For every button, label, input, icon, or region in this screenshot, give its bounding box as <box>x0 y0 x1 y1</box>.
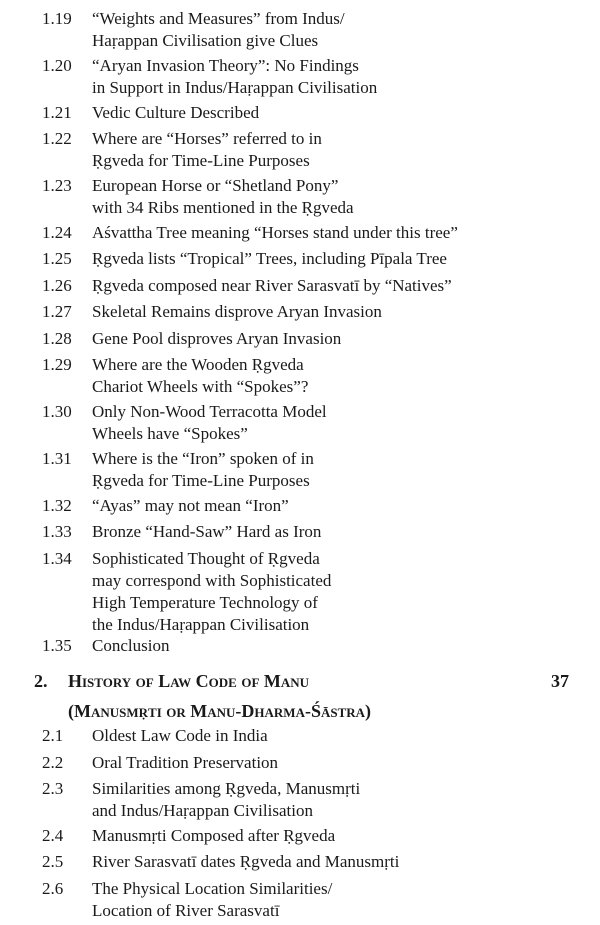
entry-title <box>92 851 562 873</box>
entry-title-line: River Sarasvatī dates Ṛgveda and Manusmṛti <box>92 852 400 872</box>
entry-title-line: Ṛgveda composed near River Sarasvatī by “Natives” <box>92 275 452 295</box>
entry-title-line: High Temperature Technology of <box>92 592 318 612</box>
entry-title-line: Haṛappan Civilisation give Clues <box>92 31 319 50</box>
entry-number: 1.20 <box>42 55 72 75</box>
entry-title-line: “Aryan Invasion Theory”: No Findings <box>92 55 359 75</box>
chapter-number: 2. <box>34 671 48 691</box>
entry-title <box>92 328 562 350</box>
entry-title-line: Oldest Law Code in India <box>92 726 268 745</box>
entry-title-line: Wheels have “Spokes” <box>92 424 248 443</box>
entry-number: 1.24 <box>42 222 72 242</box>
entry-number: 2.2 <box>42 752 64 772</box>
entry-number: 1.29 <box>42 355 72 375</box>
entry-number: 1.28 <box>42 328 72 348</box>
entry-title <box>92 301 562 323</box>
entry-title-line: the Indus/Haṛappan Civilisation <box>92 614 310 634</box>
entry-title-line: Ṛgveda lists “Tropical” Trees, including Pīpala Tree <box>92 249 447 269</box>
chapter-title: History of Law Code of Manu <box>68 671 310 691</box>
entry-title-line: Conclusion <box>92 636 170 655</box>
entry-number: 1.34 <box>42 548 72 568</box>
entry-number: 1.30 <box>42 402 72 421</box>
entry-number: 2.3 <box>42 779 64 798</box>
entry-number: 1.35 <box>42 636 72 655</box>
entry-title <box>92 102 562 124</box>
entry-title-line: Where is the “Iron” spoken of in <box>92 448 314 468</box>
entry-title-line: Vedic Culture Described <box>92 102 260 122</box>
entry-number: 1.22 <box>42 129 72 149</box>
entry-title-line: Where are the Wooden Ṛgveda <box>92 355 304 375</box>
entry-title <box>92 128 562 172</box>
entry-title-line: Ṛgveda for Time-Line Purposes <box>92 470 310 490</box>
entry-title <box>92 222 562 244</box>
entry-title <box>92 8 562 52</box>
entry-title <box>92 354 562 398</box>
entry-title-line: Sophisticated Thought of Ṛgveda <box>92 548 320 568</box>
entry-number: 2.5 <box>42 852 64 872</box>
entry-title-line: Gene Pool disproves Aryan Invasion <box>92 328 342 348</box>
entry-title <box>92 248 562 270</box>
entry-number: 1.33 <box>42 522 72 542</box>
entry-number: 2.1 <box>42 726 64 745</box>
entry-title-line: Ṛgveda for Time-Line Purposes <box>92 151 310 171</box>
entry-title-line: Oral Tradition Preservation <box>92 752 279 772</box>
entry-title <box>92 725 562 747</box>
entry-title-line: may correspond with Sophisticated <box>92 570 332 590</box>
entry-number: 1.31 <box>42 448 72 468</box>
entry-title-line: with 34 Ribs mentioned in the Ṛgveda <box>92 197 354 217</box>
entry-number: 1.25 <box>42 249 72 269</box>
entry-title-line: and Indus/Haṛappan Civilisation <box>92 801 313 820</box>
entry-number: 1.23 <box>42 175 72 195</box>
entry-title <box>92 275 562 297</box>
entry-title <box>92 448 562 492</box>
entry-title-line: Where are “Horses” referred to in <box>92 129 322 149</box>
entry-number: 2.6 <box>42 878 64 898</box>
entry-title <box>92 778 562 822</box>
entry-number: 1.26 <box>42 275 72 295</box>
entry-title-line: Location of River Sarasvatī <box>92 900 280 920</box>
entry-title-line: Skeletal Remains disprove Aryan Invasion <box>92 302 382 322</box>
entry-title-line: in Support in Indus/Haṛappan Civilisation <box>92 77 378 97</box>
entry-title-line: Bronze “Hand-Saw” Hard as Iron <box>92 522 322 542</box>
entry-title <box>92 495 562 517</box>
entry-title-line: Similarities among Ṛgveda, Manusmṛti <box>92 779 361 798</box>
entry-title-line: Aśvattha Tree meaning “Horses stand under this tree” <box>92 222 458 242</box>
entry-title <box>92 548 562 636</box>
entry-title <box>92 55 562 99</box>
entry-title-line: “Weights and Measures” from Indus/ <box>92 9 345 28</box>
chapter-page-number: 37 <box>551 671 569 691</box>
entry-number: 1.21 <box>42 102 72 122</box>
entry-title <box>92 878 562 922</box>
entry-title-line: Chariot Wheels with “Spokes”? <box>92 377 309 397</box>
entry-title <box>92 401 562 445</box>
entry-title <box>92 521 562 543</box>
entry-title <box>92 635 562 657</box>
entry-title <box>92 175 562 219</box>
entry-number: 1.27 <box>42 302 72 322</box>
entry-number: 1.32 <box>42 495 72 515</box>
entry-title-line: Manusmṛti Composed after Ṛgveda <box>92 825 336 845</box>
entry-title-line: The Physical Location Similarities/ <box>92 878 333 898</box>
entry-number: 1.19 <box>42 9 72 28</box>
entry-title-line: Only Non-Wood Terracotta Model <box>92 402 327 421</box>
entry-number: 2.4 <box>42 825 64 845</box>
entry-title <box>92 825 562 847</box>
entry-title-line: “Ayas” may not mean “Iron” <box>92 495 289 515</box>
entry-title-line: European Horse or “Shetland Pony” <box>92 175 339 195</box>
entry-title <box>92 752 562 774</box>
chapter-subtitle: (Manusmṛti or Manu-Dharma-Śāstra) <box>68 701 372 721</box>
